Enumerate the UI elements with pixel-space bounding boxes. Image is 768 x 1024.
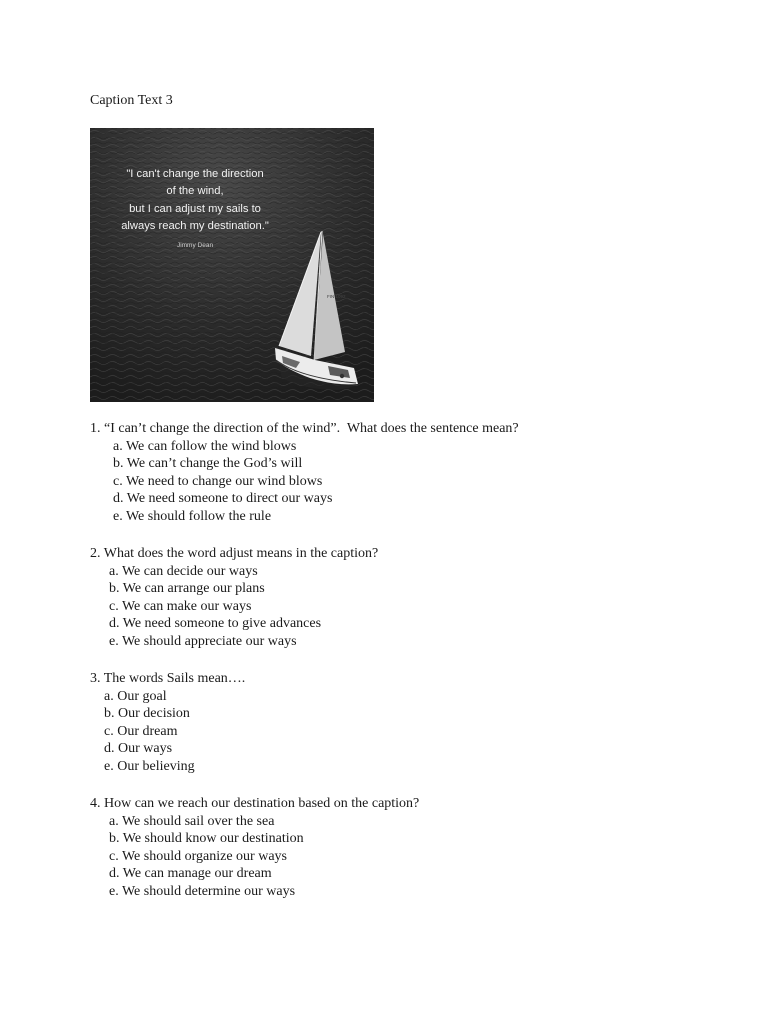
answer-option: c. We should organize our ways	[109, 848, 287, 864]
answer-options	[90, 563, 378, 651]
question-stem: 2. What does the word adjust means in the caption?	[90, 546, 379, 561]
question-1	[90, 420, 519, 526]
question-4	[90, 795, 419, 901]
question-2	[90, 545, 378, 651]
quote-photo	[90, 128, 374, 402]
answer-option: c. We can make our ways	[109, 598, 252, 614]
question-stem: 1. “I can’t change the direction of the wind”. What does the sentence mean?	[90, 421, 519, 436]
sea-sailboat-image	[90, 128, 374, 402]
answer-option: d. We need someone to give advances	[109, 616, 322, 632]
question-stem: 4. How can we reach our destination based on the caption?	[90, 796, 420, 811]
answer-option: c. We need to change our wind blows	[113, 473, 323, 489]
question-stem: 3. The words Sails mean….	[90, 671, 246, 686]
answer-options	[90, 688, 245, 776]
answer-option: a. We can decide our ways	[109, 563, 258, 579]
answer-option: a. We can follow the wind blows	[113, 438, 297, 454]
answer-option: b. We can arrange our plans	[109, 581, 265, 597]
answer-option: e. We should follow the rule	[113, 508, 272, 524]
answer-option: b. We should know our destination	[109, 831, 304, 847]
quote-line: "I can't change the direction	[126, 168, 264, 180]
quote-line: of the wind,	[166, 185, 224, 197]
answer-option: d. Our ways	[104, 741, 173, 757]
answer-option: e. Our believing	[104, 758, 195, 774]
sail-number: FIN 1092	[327, 294, 346, 299]
question-3	[90, 670, 245, 776]
quote-author: Jimmy Dean	[176, 242, 214, 249]
answer-option: b. Our decision	[104, 706, 190, 722]
caption-title: Caption Text 3	[90, 93, 173, 108]
answer-options	[90, 813, 419, 901]
answer-option: d. We need someone to direct our ways	[113, 491, 333, 507]
answer-option: b. We can’t change the God’s will	[113, 456, 303, 472]
answer-option: e. We should appreciate our ways	[109, 633, 297, 649]
answer-option: a. We should sail over the sea	[109, 813, 275, 829]
answer-options	[90, 438, 519, 526]
answer-option: e. We should determine our ways	[109, 883, 296, 899]
quote-line: always reach my destination."	[121, 220, 269, 232]
answer-option: c. Our dream	[104, 723, 178, 739]
answer-option: a. Our goal	[104, 688, 167, 704]
quote-line: but I can adjust my sails to	[129, 203, 261, 215]
answer-option: d. We can manage our dream	[109, 866, 272, 882]
